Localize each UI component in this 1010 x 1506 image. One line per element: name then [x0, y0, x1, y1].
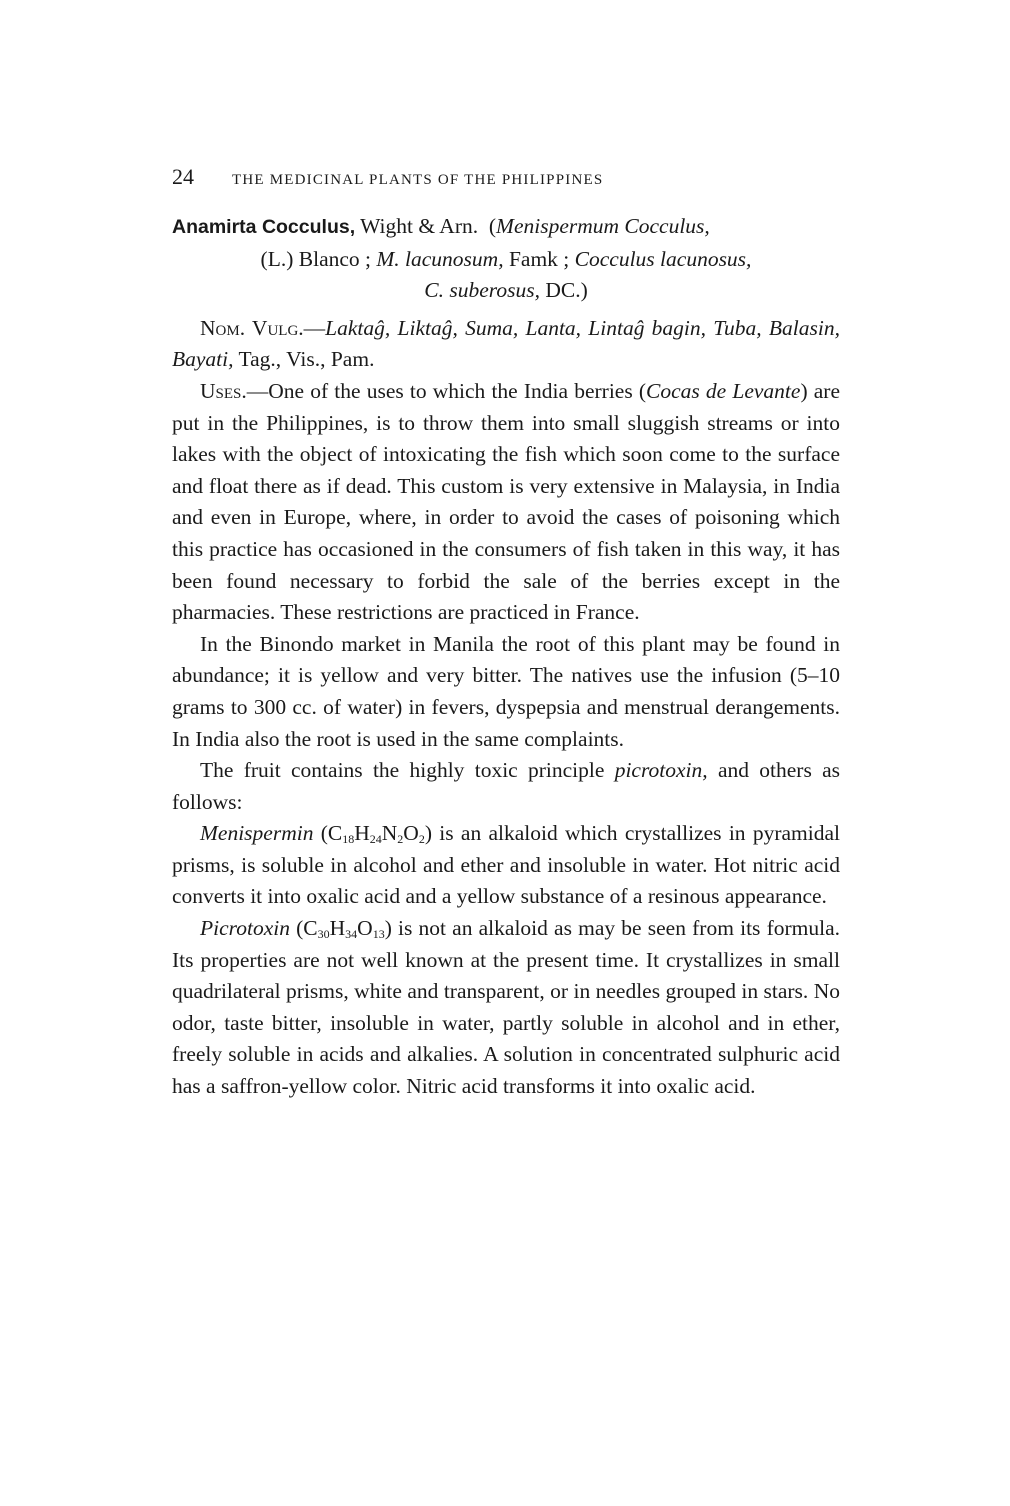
entry-line-1 [172, 211, 840, 244]
species-name: Anamirta Cocculus, [172, 216, 356, 238]
synonym-open: ( [488, 214, 497, 238]
menispermin-paragraph [172, 818, 840, 913]
uses-dash: — [246, 378, 269, 403]
picrotoxin-term: picrotoxin, [614, 758, 708, 783]
menispermin-formula: $(C_{18}H_{24}N_2O_2)$ [313, 821, 432, 847]
page-body [172, 211, 840, 1103]
page-header [172, 160, 772, 197]
vernacular-list: Laktaĝ, Liktaĝ, Suma, Lanta, Lintaĝ bagin, Tuba, Balasin, Bayati, [172, 315, 840, 372]
uses-text-a: One of the uses to which the India berries ( [268, 378, 647, 403]
entry-line-3 [172, 275, 840, 307]
picrotoxin-formula: $(C_{30}H_{34}O_{13})$ [289, 916, 392, 942]
fruit-paragraph [172, 755, 840, 818]
species-entry [172, 211, 840, 307]
uses-label: Uses. [200, 378, 247, 403]
menispermin-term: Menispermin [200, 821, 314, 846]
entry-line-2 [172, 244, 840, 276]
binondo-paragraph: In the Binondo market in Manila the root of this plant may be found in abundance; it is yellow and very bitter. The natives use the infusion (5–10 grams to 300 cc. of water) in fevers, dyspepsia and menstrual derangements. In India also the root is used in the same complaints. [172, 631, 840, 751]
nom-vulg-label: Nom. Vulg. [200, 315, 304, 340]
synonym-4: C. suberosus, [424, 278, 540, 303]
fruit-text-a: The fruit contains the highly toxic principle [200, 758, 615, 783]
picrotoxin-name: Picrotoxin [200, 916, 290, 941]
species-author: Wight & Arn. [355, 214, 479, 238]
nom-vulg-dash: — [303, 315, 326, 340]
synonym-1-author: (L.) Blanco ; [260, 246, 377, 271]
synonym-4-author: DC.) [539, 278, 588, 303]
running-head: THE MEDICINAL PLANTS OF THE PHILIPPINES [232, 172, 604, 188]
uses-paragraph [172, 376, 840, 629]
synonym-2-author: Famk ; [503, 246, 575, 271]
page-number: 24 [172, 164, 194, 189]
synonym-3: Cocculus lacunosus, [574, 246, 752, 271]
uses-italic: Cocas de Levante [646, 378, 801, 403]
picrotoxin-text: is not an alkaloid as may be seen from its formula. Its properties are not well known at the present time. It crystallizes in small quadrilateral prisms, white and transparent, or in needles grouped in stars. No odor, taste bitter, insoluble in water, partly soluble in alcohol and in ether, freely soluble in acids and alkalies. A solution in concentrated sulphuric acid has a saffron-yellow color. Nitric acid transforms it into oxalic acid. [172, 916, 841, 1099]
fruit-text-b: and others as follows: [172, 758, 840, 814]
picrotoxin-paragraph [172, 913, 840, 1103]
vernacular-names [172, 313, 840, 376]
vernacular-regions: Tag., Vis., Pam. [233, 347, 375, 372]
synonym-1: Menispermum Cocculus, [496, 214, 710, 238]
menispermin-text: is an alkaloid which crystallizes in pyramidal prisms, is soluble in alcohol and ether and insoluble in water. Hot nitric acid converts it into oxalic acid and a yellow substance of a resinous appearance. [172, 821, 840, 909]
uses-text-b: ) are put in the Philippines, is to throw them into small sluggish streams or into lakes with the object of intoxicating the fish which soon come to the surface and float there as if dead. This custom is very extensive in Malaysia, in India and even in Europe, where, in order to avoid the cases of poisoning which this practice has occasioned in the consumers of fish taken in this way, it has been found necessary to forbid the sale of the berries except in the pharmacies. These restrictions are practiced in France. [172, 378, 841, 625]
synonym-2: M. lacunosum, [376, 246, 504, 271]
